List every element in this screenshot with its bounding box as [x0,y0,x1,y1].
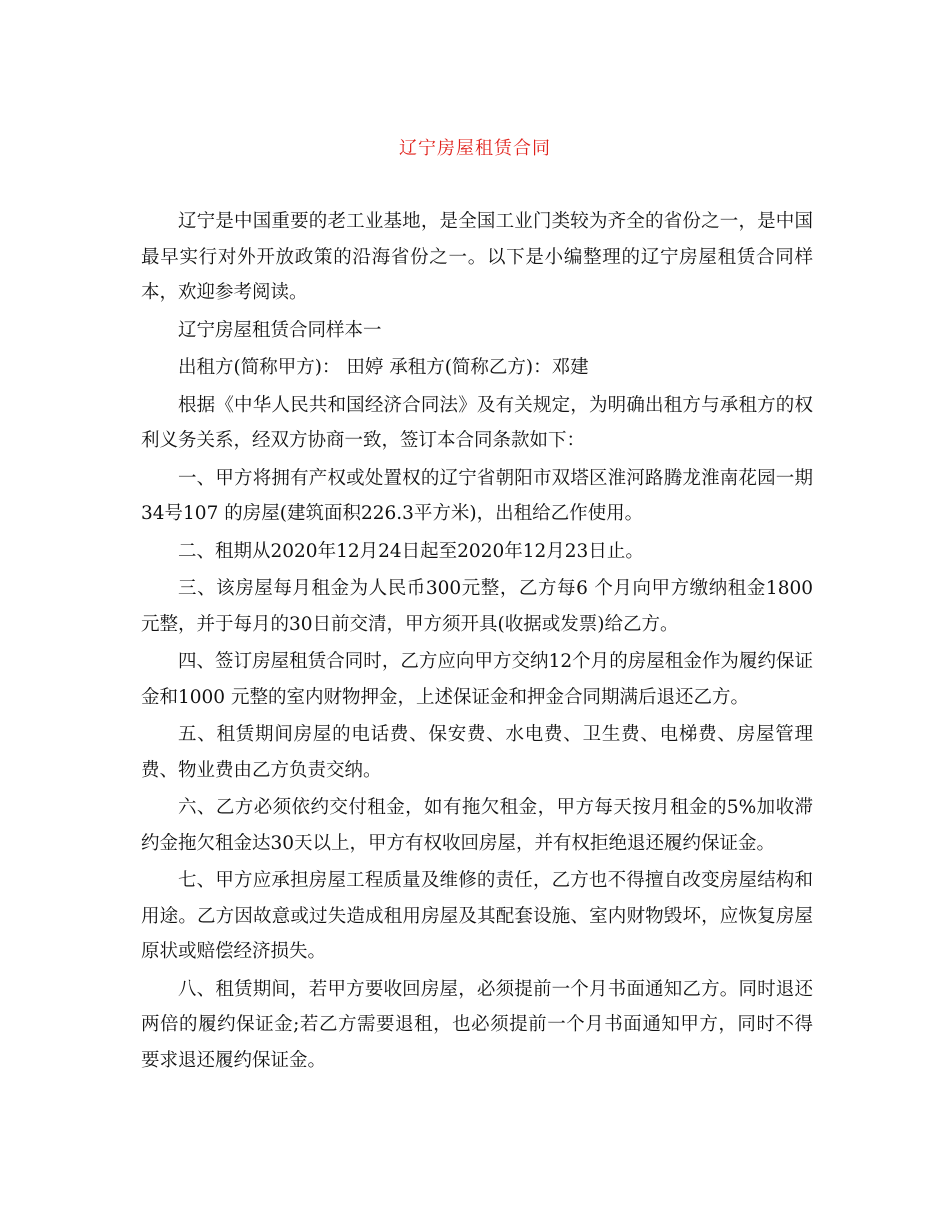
parties-line: 出租方(简称甲方)： 田婷 承租方(简称乙方)：邓建 [178,357,589,378]
intro-paragraph: 辽宁是中国重要的老工业基地，是全国工业门类较为齐全的省份之一，是中国最早实行对外开放政策的沿海省份之一。以下是小编整理的辽宁房屋租赁合同样本，欢迎参考阅读。 [141,211,813,303]
clause-1: 一、甲方将拥有产权或处置权的辽宁省朝阳市双塔区淮河路腾龙淮南花园一期34号107 的房屋(建筑面积226.3平方米)，出租给乙作使用。 [141,467,813,524]
document-body [141,204,813,1080]
clause-5: 五、租赁期间房屋的电话费、保安费、水电费、卫生费、电梯费、房屋管理费、物业费由乙方负责交纳。 [141,724,813,781]
document-title: 辽宁房屋租赁合同 [399,138,551,159]
clause-7: 七、甲方应承担房屋工程质量及维修的责任，乙方也不得擅自改变房屋结构和用途。乙方因故意或过失造成租用房屋及其配套设施、室内财物毁坏，应恢复房屋原状或赔偿经济损失。 [141,870,813,962]
clause-8: 八、租赁期间，若甲方要收回房屋，必须提前一个月书面通知乙方。同时退还两倍的履约保证金;若乙方需要退租，也必须提前一个月书面通知甲方，同时不得要求退还履约保证金。 [141,978,813,1071]
clause-2: 二、租期从2020年12月24日起至2020年12月23日止。 [178,540,644,562]
sample-heading: 辽宁房屋租赁合同样本一 [178,319,382,341]
clause-4: 四、签订房屋租赁合同时，乙方应向甲方交纳12个月的房屋租金作为履约保证金和1000 元整的室内财物押金，上述保证金和押金合同期满后退还乙方。 [141,651,813,708]
preamble-paragraph: 根据《中华人民共和国经济合同法》及有关规定，为明确出租方与承租方的权利义务关系，经双方协商一致，签订本合同条款如下： [141,394,813,451]
clause-6: 六、乙方必须依约交付租金，如有拖欠租金，甲方每天按月租金的5%加收滞约金拖欠租金达30天以上，甲方有权收回房屋，并有权拒绝退还履约保证金。 [141,797,813,854]
clause-3: 三、该房屋每月租金为人民币300元整，乙方每6 个月向甲方缴纳租金1800元整，并于每月的30日前交清，甲方须开具(收据或发票)给乙方。 [141,578,813,635]
